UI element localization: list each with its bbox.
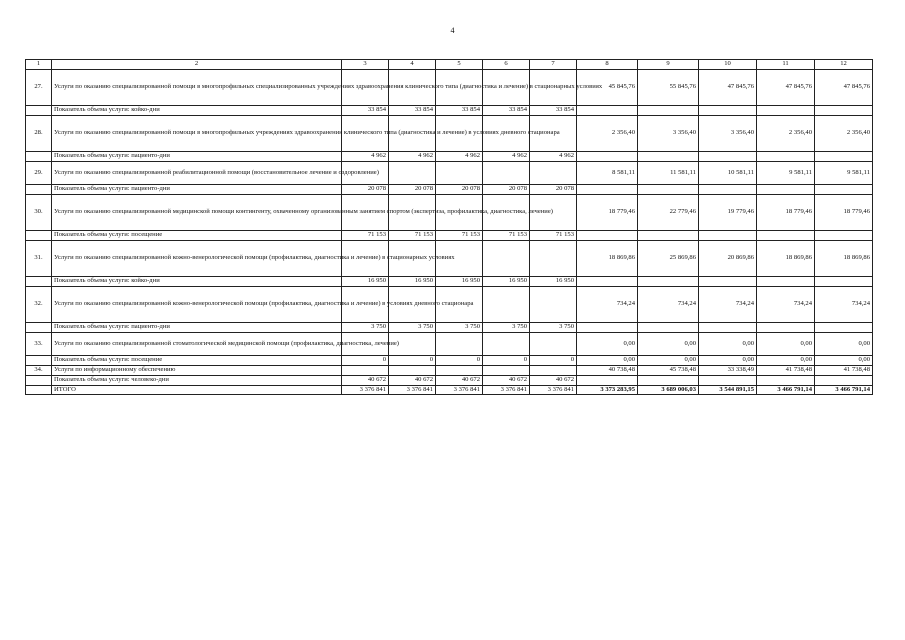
value-cell: 3 544 891,15 xyxy=(699,386,757,395)
value-cell xyxy=(342,366,389,376)
value-cell: 41 738,48 xyxy=(815,366,873,376)
value-cell: 18 779,46 xyxy=(757,195,815,231)
value-cell: 41 738,48 xyxy=(757,366,815,376)
value-cell: 0 xyxy=(483,356,530,366)
value-cell: 3 750 xyxy=(530,323,577,333)
value-cell: 20 078 xyxy=(342,185,389,195)
value-cell xyxy=(699,152,757,162)
value-cell xyxy=(638,152,699,162)
value-cell: 20 078 xyxy=(483,185,530,195)
indicator-row xyxy=(26,356,873,366)
header-cell: 9 xyxy=(638,60,699,70)
service-name: Услуги по оказанию специализированной стоматологической медицинской помощи (профилактика, диагностика, лечение) xyxy=(52,333,342,356)
value-cell xyxy=(530,287,577,323)
value-cell xyxy=(638,277,699,287)
value-cell: 3 750 xyxy=(389,323,436,333)
value-cell: 0 xyxy=(389,356,436,366)
indicator-row xyxy=(26,106,873,116)
value-cell xyxy=(436,162,483,185)
value-cell: 33 854 xyxy=(530,106,577,116)
value-cell: 16 950 xyxy=(483,277,530,287)
value-cell: 16 950 xyxy=(530,277,577,287)
value-cell: 33 854 xyxy=(389,106,436,116)
service-name: Показатель объема услуги: человеко-дни xyxy=(52,376,342,386)
value-cell: 0 xyxy=(530,356,577,366)
service-name: Показатель объема услуги: пациенто-дни xyxy=(52,152,342,162)
row-number: 33. xyxy=(26,333,52,356)
header-cell: 6 xyxy=(483,60,530,70)
row-number: 28. xyxy=(26,116,52,152)
header-cell: 12 xyxy=(815,60,873,70)
value-cell xyxy=(815,323,873,333)
value-cell: 40 672 xyxy=(483,376,530,386)
service-name: Показатель объема услуги: койко-дни xyxy=(52,106,342,116)
header-cell: 3 xyxy=(342,60,389,70)
service-row xyxy=(26,287,873,323)
value-cell: 40 738,48 xyxy=(577,366,638,376)
value-cell: 40 672 xyxy=(389,376,436,386)
value-cell: 3 376 841 xyxy=(530,386,577,395)
service-name: Услуги по информационному обеспечению xyxy=(52,366,342,376)
value-cell xyxy=(577,185,638,195)
value-cell: 9 581,11 xyxy=(815,162,873,185)
value-cell: 2 356,40 xyxy=(815,116,873,152)
value-cell: 18 869,86 xyxy=(577,241,638,277)
total-row xyxy=(26,386,873,395)
indicator-row xyxy=(26,277,873,287)
header-cell: 8 xyxy=(577,60,638,70)
row-number: 30. xyxy=(26,195,52,231)
value-cell xyxy=(757,376,815,386)
value-cell: 0 xyxy=(436,356,483,366)
header-cell: 2 xyxy=(52,60,342,70)
value-cell: 16 950 xyxy=(436,277,483,287)
value-cell xyxy=(638,106,699,116)
row-number: 27. xyxy=(26,70,52,106)
value-cell xyxy=(699,185,757,195)
value-cell xyxy=(757,106,815,116)
row-number: 32. xyxy=(26,287,52,323)
service-row xyxy=(26,162,873,185)
service-row xyxy=(26,333,873,356)
value-cell: 19 779,46 xyxy=(699,195,757,231)
value-cell xyxy=(638,323,699,333)
service-name: Услуги по оказанию специализированной реабилитационной помощи (восстановительное лечение и оздоровление) xyxy=(52,162,342,185)
value-cell: 18 869,86 xyxy=(757,241,815,277)
service-row xyxy=(26,195,873,231)
header-cell: 11 xyxy=(757,60,815,70)
value-cell xyxy=(530,241,577,277)
value-cell: 20 078 xyxy=(389,185,436,195)
service-row xyxy=(26,116,873,152)
value-cell: 3 750 xyxy=(342,323,389,333)
value-cell: 40 672 xyxy=(436,376,483,386)
value-cell: 3 356,40 xyxy=(699,116,757,152)
value-cell: 734,24 xyxy=(815,287,873,323)
value-cell xyxy=(389,162,436,185)
value-cell: 40 672 xyxy=(530,376,577,386)
value-cell: 20 078 xyxy=(530,185,577,195)
service-name: Показатель объема услуги: койко-дни xyxy=(52,277,342,287)
value-cell: 71 153 xyxy=(483,231,530,241)
value-cell xyxy=(577,323,638,333)
indicator-row xyxy=(26,231,873,241)
service-name: Услуги по оказанию специализированной кожно-венерологической помощи (профилактика, диагностика и лечение) в стационарных условиях xyxy=(52,241,342,277)
value-cell: 20 078 xyxy=(436,185,483,195)
value-cell xyxy=(815,185,873,195)
value-cell xyxy=(483,241,530,277)
row-number xyxy=(26,277,52,287)
value-cell: 45 738,48 xyxy=(638,366,699,376)
value-cell: 0,00 xyxy=(699,356,757,366)
value-cell: 3 689 006,03 xyxy=(638,386,699,395)
value-cell: 0,00 xyxy=(757,333,815,356)
value-cell: 3 750 xyxy=(483,323,530,333)
value-cell xyxy=(699,231,757,241)
value-cell: 71 153 xyxy=(389,231,436,241)
row-number xyxy=(26,185,52,195)
row-number xyxy=(26,323,52,333)
value-cell: 55 845,76 xyxy=(638,70,699,106)
value-cell: 2 356,40 xyxy=(757,116,815,152)
value-cell: 3 356,40 xyxy=(638,116,699,152)
value-cell xyxy=(389,366,436,376)
indicator-row xyxy=(26,376,873,386)
service-name: Показатель объема услуги: посещение xyxy=(52,356,342,366)
value-cell: 3 376 841 xyxy=(389,386,436,395)
value-cell: 47 845,76 xyxy=(815,70,873,106)
value-cell: 734,24 xyxy=(577,287,638,323)
value-cell: 4 962 xyxy=(530,152,577,162)
row-number: 31. xyxy=(26,241,52,277)
value-cell xyxy=(815,231,873,241)
value-cell: 18 869,86 xyxy=(815,241,873,277)
value-cell: 0,00 xyxy=(757,356,815,366)
value-cell: 10 581,11 xyxy=(699,162,757,185)
value-cell xyxy=(815,376,873,386)
value-cell xyxy=(757,231,815,241)
value-cell: 33 854 xyxy=(436,106,483,116)
value-cell: 3 466 791,14 xyxy=(757,386,815,395)
value-cell: 3 376 841 xyxy=(483,386,530,395)
value-cell xyxy=(577,152,638,162)
row-number xyxy=(26,231,52,241)
value-cell: 4 962 xyxy=(436,152,483,162)
service-name: Услуги по оказанию специализированной помощи в многопрофильных учреждениях здравоохранения клинического типа (диагностика и лечение) в условиях дневного стационара xyxy=(52,116,342,152)
header-cell: 1 xyxy=(26,60,52,70)
value-cell: 4 962 xyxy=(342,152,389,162)
value-cell: 40 672 xyxy=(342,376,389,386)
service-name: Услуги по оказанию специализированной помощи в многопрофильных специализированных учреждениях здравоохранения клинического типа (диагностика и лечение) в стационарных условиях xyxy=(52,70,342,106)
header-cell: 7 xyxy=(530,60,577,70)
row-number xyxy=(26,386,52,395)
value-cell: 25 869,86 xyxy=(638,241,699,277)
value-cell: 16 950 xyxy=(342,277,389,287)
value-cell: 734,24 xyxy=(638,287,699,323)
value-cell xyxy=(530,333,577,356)
budget-table xyxy=(25,59,873,395)
value-cell: 9 581,11 xyxy=(757,162,815,185)
value-cell xyxy=(699,277,757,287)
row-number xyxy=(26,152,52,162)
value-cell: 33 338,49 xyxy=(699,366,757,376)
value-cell xyxy=(638,185,699,195)
value-cell xyxy=(815,152,873,162)
value-cell xyxy=(815,106,873,116)
value-cell: 71 153 xyxy=(530,231,577,241)
value-cell: 22 779,46 xyxy=(638,195,699,231)
value-cell xyxy=(483,287,530,323)
indicator-row xyxy=(26,185,873,195)
value-cell: 47 845,76 xyxy=(757,70,815,106)
service-name: ИТОГО xyxy=(52,386,342,395)
value-cell xyxy=(530,162,577,185)
value-cell xyxy=(757,277,815,287)
value-cell xyxy=(699,323,757,333)
value-cell: 71 153 xyxy=(436,231,483,241)
service-row xyxy=(26,241,873,277)
value-cell: 45 845,76 xyxy=(577,70,638,106)
row-number xyxy=(26,106,52,116)
header-cell: 5 xyxy=(436,60,483,70)
row-number: 34. xyxy=(26,366,52,376)
value-cell xyxy=(530,366,577,376)
service-name: Показатель объема услуги: пациенто-дни xyxy=(52,185,342,195)
header-cell: 10 xyxy=(699,60,757,70)
service-name: Услуги по оказанию специализированной медицинской помощи контингенту, охваченному организованным занятием спортом (экспертиза, профилактика, диагностика, лечение) xyxy=(52,195,342,231)
value-cell xyxy=(757,185,815,195)
value-cell: 33 854 xyxy=(342,106,389,116)
value-cell: 4 962 xyxy=(389,152,436,162)
value-cell: 0,00 xyxy=(638,333,699,356)
value-cell xyxy=(699,376,757,386)
value-cell: 16 950 xyxy=(389,277,436,287)
value-cell: 4 962 xyxy=(483,152,530,162)
row-number xyxy=(26,376,52,386)
row-number: 29. xyxy=(26,162,52,185)
value-cell: 3 373 283,95 xyxy=(577,386,638,395)
value-cell xyxy=(577,231,638,241)
value-cell: 3 376 841 xyxy=(436,386,483,395)
service-name: Показатель объема услуги: пациенто-дни xyxy=(52,323,342,333)
value-cell: 0 xyxy=(342,356,389,366)
service-row xyxy=(26,70,873,106)
value-cell xyxy=(577,106,638,116)
value-cell: 33 854 xyxy=(483,106,530,116)
value-cell xyxy=(815,277,873,287)
value-cell xyxy=(699,106,757,116)
value-cell: 0,00 xyxy=(815,333,873,356)
value-cell: 734,24 xyxy=(699,287,757,323)
indicator-row xyxy=(26,323,873,333)
value-cell xyxy=(757,323,815,333)
header-row xyxy=(26,60,873,70)
value-cell xyxy=(638,376,699,386)
value-cell: 734,24 xyxy=(757,287,815,323)
value-cell xyxy=(483,366,530,376)
row-number xyxy=(26,356,52,366)
value-cell xyxy=(577,277,638,287)
value-cell xyxy=(483,162,530,185)
value-cell: 0,00 xyxy=(577,333,638,356)
value-cell: 3 750 xyxy=(436,323,483,333)
value-cell: 18 779,46 xyxy=(815,195,873,231)
service-row xyxy=(26,366,873,376)
service-name: Показатель объема услуги: посещение xyxy=(52,231,342,241)
value-cell: 2 356,40 xyxy=(577,116,638,152)
value-cell: 11 581,11 xyxy=(638,162,699,185)
value-cell: 0,00 xyxy=(577,356,638,366)
value-cell: 0,00 xyxy=(815,356,873,366)
value-cell: 71 153 xyxy=(342,231,389,241)
header-cell: 4 xyxy=(389,60,436,70)
value-cell xyxy=(757,152,815,162)
value-cell: 8 581,11 xyxy=(577,162,638,185)
service-name: Услуги по оказанию специализированной кожно-венерологической помощи (профилактика, диагностика и лечение) в условиях дневного стационара xyxy=(52,287,342,323)
value-cell xyxy=(436,366,483,376)
value-cell: 20 869,86 xyxy=(699,241,757,277)
value-cell xyxy=(436,333,483,356)
indicator-row xyxy=(26,152,873,162)
table-body xyxy=(26,60,873,395)
value-cell: 3 376 841 xyxy=(342,386,389,395)
value-cell: 18 779,46 xyxy=(577,195,638,231)
value-cell xyxy=(577,376,638,386)
value-cell: 0,00 xyxy=(699,333,757,356)
page-number: 4 xyxy=(450,26,455,35)
value-cell: 0,00 xyxy=(638,356,699,366)
value-cell xyxy=(638,231,699,241)
value-cell: 3 466 791,14 xyxy=(815,386,873,395)
value-cell xyxy=(483,333,530,356)
value-cell: 47 845,76 xyxy=(699,70,757,106)
